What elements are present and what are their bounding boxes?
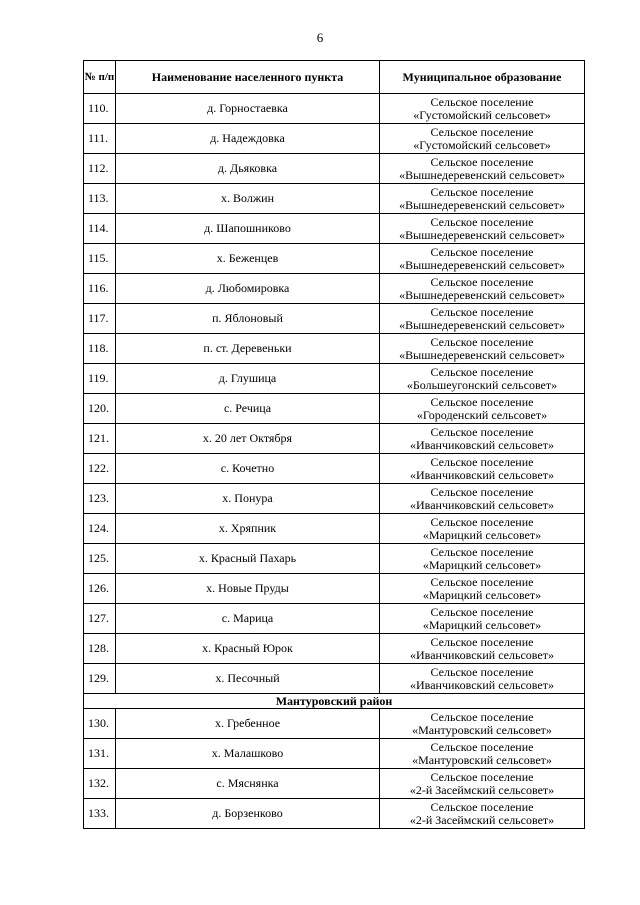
table-row xyxy=(84,739,585,769)
table-row xyxy=(84,274,585,304)
municipality-cell xyxy=(380,394,585,424)
table-row xyxy=(84,454,585,484)
municipality-type: Сельское поселение xyxy=(430,244,534,259)
table-row xyxy=(84,484,585,514)
section-title: Мантуровский район xyxy=(84,694,585,709)
municipality-cell xyxy=(380,94,585,124)
row-number: 123. xyxy=(84,484,116,514)
municipality-name: «Иванчиковский сельсовет» xyxy=(410,467,554,482)
settlement-name: х. Волжин xyxy=(116,184,380,214)
table-header-row xyxy=(84,61,585,94)
row-number: 119. xyxy=(84,364,116,394)
municipality-cell xyxy=(380,604,585,634)
row-number: 113. xyxy=(84,184,116,214)
table-row xyxy=(84,514,585,544)
municipality-name: «Марицкий сельсовет» xyxy=(422,527,542,542)
table-row xyxy=(84,154,585,184)
municipality-cell xyxy=(380,184,585,214)
row-number: 132. xyxy=(84,769,116,799)
municipality-name: «Густомойский сельсовет» xyxy=(413,107,551,122)
municipality-cell xyxy=(380,424,585,454)
municipality-name: «Вышнедеревенский сельсовет» xyxy=(399,197,565,212)
municipality-cell xyxy=(380,334,585,364)
municipality-type: Сельское поселение xyxy=(430,634,534,649)
municipality-cell xyxy=(380,244,585,274)
section-row xyxy=(84,694,585,709)
municipality-cell xyxy=(380,799,585,829)
table-row xyxy=(84,574,585,604)
municipality-type: Сельское поселение xyxy=(430,364,534,379)
settlement-name: д. Борзенково xyxy=(116,799,380,829)
municipality-cell xyxy=(380,544,585,574)
municipality-cell xyxy=(380,709,585,739)
table-row xyxy=(84,184,585,214)
municipality-cell xyxy=(380,574,585,604)
table-row xyxy=(84,394,585,424)
municipality-name: «Мантуровский сельсовет» xyxy=(412,752,552,767)
municipality-type: Сельское поселение xyxy=(430,154,534,169)
municipality-type: Сельское поселение xyxy=(430,709,534,724)
municipality-type: Сельское поселение xyxy=(430,574,534,589)
table-row xyxy=(84,124,585,154)
municipality-type: Сельское поселение xyxy=(430,184,534,199)
municipality-cell xyxy=(380,514,585,544)
settlement-name: х. Новые Пруды xyxy=(116,574,380,604)
table-row xyxy=(84,664,585,694)
table-body-lower xyxy=(84,709,585,829)
table-row xyxy=(84,799,585,829)
municipality-name: «Вышнедеревенский сельсовет» xyxy=(399,347,565,362)
row-number: 124. xyxy=(84,514,116,544)
municipality-cell xyxy=(380,124,585,154)
municipality-cell xyxy=(380,664,585,694)
row-number: 129. xyxy=(84,664,116,694)
settlement-name: х. Малашково xyxy=(116,739,380,769)
row-number: 130. xyxy=(84,709,116,739)
municipality-cell xyxy=(380,739,585,769)
table-row xyxy=(84,769,585,799)
settlements-table xyxy=(83,60,585,829)
municipality-type: Сельское поселение xyxy=(430,274,534,289)
municipality-type: Сельское поселение xyxy=(430,544,534,559)
row-number: 118. xyxy=(84,334,116,364)
municipality-name: «Густомойский сельсовет» xyxy=(413,137,551,152)
row-number: 131. xyxy=(84,739,116,769)
table-row xyxy=(84,709,585,739)
municipality-cell xyxy=(380,214,585,244)
row-number: 126. xyxy=(84,574,116,604)
municipality-type: Сельское поселение xyxy=(430,124,534,139)
municipality-type: Сельское поселение xyxy=(430,739,534,754)
municipality-name: «Вышнедеревенский сельсовет» xyxy=(399,167,565,182)
row-number: 115. xyxy=(84,244,116,274)
row-number: 111. xyxy=(84,124,116,154)
municipality-cell xyxy=(380,769,585,799)
settlement-name: д. Надеждовка xyxy=(116,124,380,154)
settlement-name: с. Речица xyxy=(116,394,380,424)
municipality-type: Сельское поселение xyxy=(430,394,534,409)
table-row xyxy=(84,304,585,334)
settlement-name: х. 20 лет Октября xyxy=(116,424,380,454)
table-row xyxy=(84,604,585,634)
municipality-type: Сельское поселение xyxy=(430,769,534,784)
municipality-name: «Иванчиковский сельсовет» xyxy=(410,497,554,512)
municipality-type: Сельское поселение xyxy=(430,799,534,814)
municipality-name: «2-й Засеймский сельсовет» xyxy=(409,812,555,827)
municipality-cell xyxy=(380,454,585,484)
row-number: 128. xyxy=(84,634,116,664)
header-num: № п/п xyxy=(84,61,116,94)
municipality-name: «Вышнедеревенский сельсовет» xyxy=(399,227,565,242)
municipality-type: Сельское поселение xyxy=(430,214,534,229)
header-name: Наименование населенного пункта xyxy=(116,61,380,94)
table-row xyxy=(84,214,585,244)
municipality-type: Сельское поселение xyxy=(430,484,534,499)
municipality-name: «Вышнедеревенский сельсовет» xyxy=(399,287,565,302)
municipality-name: «Иванчиковский сельсовет» xyxy=(410,647,554,662)
row-number: 133. xyxy=(84,799,116,829)
settlement-name: х. Беженцев xyxy=(116,244,380,274)
header-municipality: Муниципальное образование xyxy=(380,61,585,94)
row-number: 117. xyxy=(84,304,116,334)
municipality-name: «Иванчиковский сельсовет» xyxy=(410,437,554,452)
municipality-name: «Марицкий сельсовет» xyxy=(422,617,542,632)
row-number: 110. xyxy=(84,94,116,124)
settlement-name: д. Любомировка xyxy=(116,274,380,304)
settlement-name: д. Дьяковка xyxy=(116,154,380,184)
row-number: 121. xyxy=(84,424,116,454)
settlement-name: д. Глушица xyxy=(116,364,380,394)
municipality-name: «Городенский сельсовет» xyxy=(416,407,548,422)
settlement-name: д. Горностаевка xyxy=(116,94,380,124)
settlement-name: с. Мяснянка xyxy=(116,769,380,799)
municipality-cell xyxy=(380,154,585,184)
municipality-type: Сельское поселение xyxy=(430,424,534,439)
municipality-cell xyxy=(380,304,585,334)
table-row xyxy=(84,334,585,364)
municipality-cell xyxy=(380,364,585,394)
settlement-name: п. Яблоновый xyxy=(116,304,380,334)
municipality-name: «2-й Засеймский сельсовет» xyxy=(409,782,555,797)
table-row xyxy=(84,424,585,454)
municipality-name: «Марицкий сельсовет» xyxy=(422,557,542,572)
table-row xyxy=(84,544,585,574)
row-number: 127. xyxy=(84,604,116,634)
table-row xyxy=(84,244,585,274)
section-group xyxy=(84,694,585,709)
row-number: 122. xyxy=(84,454,116,484)
municipality-name: «Вышнедеревенский сельсовет» xyxy=(399,257,565,272)
settlement-name: п. ст. Деревеньки xyxy=(116,334,380,364)
settlement-name: х. Красный Пахарь xyxy=(116,544,380,574)
settlement-name: с. Кочетно xyxy=(116,454,380,484)
municipality-name: «Иванчиковский сельсовет» xyxy=(410,677,554,692)
municipality-type: Сельское поселение xyxy=(430,94,534,109)
municipality-type: Сельское поселение xyxy=(430,514,534,529)
municipality-name: «Большеугонский сельсовет» xyxy=(406,377,558,392)
row-number: 116. xyxy=(84,274,116,304)
row-number: 114. xyxy=(84,214,116,244)
settlement-name: д. Шапошниково xyxy=(116,214,380,244)
page-number: 6 xyxy=(316,30,324,45)
table-row xyxy=(84,364,585,394)
settlement-name: х. Хряпник xyxy=(116,514,380,544)
settlement-name: х. Гребенное xyxy=(116,709,380,739)
row-number: 125. xyxy=(84,544,116,574)
municipality-type: Сельское поселение xyxy=(430,334,534,349)
table-row xyxy=(84,634,585,664)
settlement-name: х. Красный Юрок xyxy=(116,634,380,664)
municipality-name: «Вышнедеревенский сельсовет» xyxy=(399,317,565,332)
municipality-cell xyxy=(380,274,585,304)
row-number: 112. xyxy=(84,154,116,184)
table-body-upper xyxy=(84,94,585,694)
settlement-name: х. Понура xyxy=(116,484,380,514)
municipality-cell xyxy=(380,634,585,664)
settlement-name: с. Марица xyxy=(116,604,380,634)
table-row xyxy=(84,94,585,124)
municipality-type: Сельское поселение xyxy=(430,664,534,679)
municipality-name: «Марицкий сельсовет» xyxy=(422,587,542,602)
municipality-type: Сельское поселение xyxy=(430,454,534,469)
municipality-type: Сельское поселение xyxy=(430,604,534,619)
settlement-name: х. Песочный xyxy=(116,664,380,694)
municipality-type: Сельское поселение xyxy=(430,304,534,319)
municipality-name: «Мантуровский сельсовет» xyxy=(412,722,552,737)
row-number: 120. xyxy=(84,394,116,424)
municipality-cell xyxy=(380,484,585,514)
